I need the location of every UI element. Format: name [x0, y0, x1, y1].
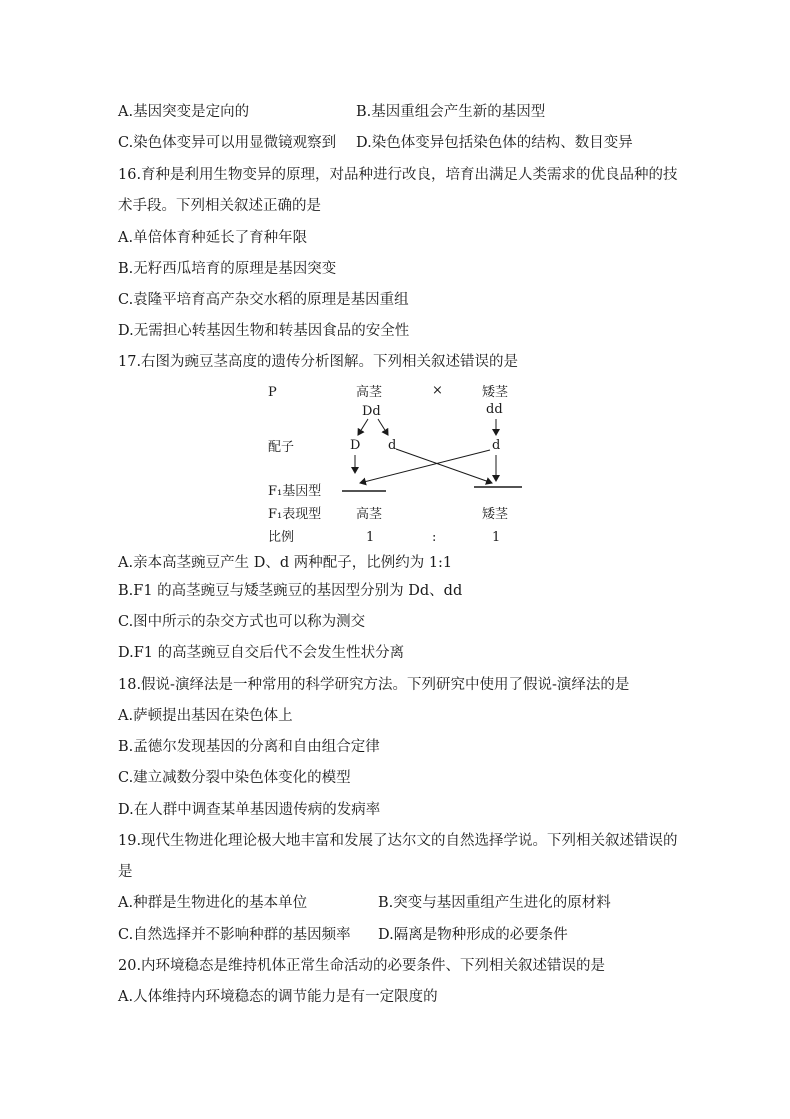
ratio-dwarf-value: 1 [492, 530, 501, 545]
q18-option-b: B.孟德尔发现基因的分离和自由组合定律 [118, 739, 380, 755]
q17-option-d: D.F1 的高茎豌豆自交后代不会发生性状分离 [118, 645, 405, 661]
q19-option-c: C.自然选择并不影响种群的基因频率 [118, 927, 351, 943]
gamete-D: D [350, 438, 361, 453]
arrow-tall-to-D [358, 419, 368, 435]
gamete-d-tall: d [388, 438, 397, 453]
f1-tall-phenotype: 高茎 [356, 507, 383, 522]
q15-option-d: D.染色体变异包括染色体的结构、数目变异 [356, 135, 633, 151]
line-dwarf-d-cross [360, 450, 490, 483]
q16-stem-line2: 术手段。下列相关叙述正确的是 [118, 198, 321, 214]
p-generation-label: P [268, 385, 277, 400]
q20-stem: 20.内环境稳态是维持机体正常生命活动的必要条件、下列相关叙述错误的是 [118, 958, 606, 974]
f1-genotype-label: F₁基因型 [268, 484, 322, 499]
parent-tall-label: 高茎 [356, 385, 383, 400]
ratio-label: 比例 [268, 530, 295, 545]
line-d-cross [396, 449, 492, 483]
q19-option-a: A.种群是生物进化的基本单位 [118, 895, 308, 911]
parent-tall-genotype: Dd [362, 404, 381, 419]
q16-option-c: C.袁隆平培育高产杂交水稻的原理是基因重组 [118, 292, 409, 308]
genetic-cross-diagram [260, 373, 540, 549]
q17-stem: 17.右图为豌豆茎高度的遗传分析图解。下列相关叙述错误的是 [118, 354, 519, 370]
q20-option-a: A.人体维持内环境稳态的调节能力是有一定限度的 [118, 989, 438, 1005]
q18-option-a: A.萨顿提出基因在染色体上 [118, 708, 293, 724]
q19-stem-line2: 是 [118, 864, 133, 880]
parent-dwarf-genotype: dd [486, 402, 503, 417]
q17-option-b: B.F1 的高茎豌豆与矮茎豌豆的基因型分别为 Dd、dd [118, 583, 463, 599]
f1-dwarf-phenotype: 矮茎 [482, 507, 509, 522]
q15-option-a: A.基因突变是定向的 [118, 104, 250, 120]
q19-option-d: D.隔离是物种形成的必要条件 [378, 927, 568, 943]
q15-option-c: C.染色体变异可以用显微镜观察到 [118, 135, 337, 151]
q18-option-d: D.在人群中调查某单基因遗传病的发病率 [118, 802, 381, 818]
q16-option-b: B.无籽西瓜培育的原理是基因突变 [118, 261, 337, 277]
q16-option-a: A.单倍体育种延长了育种年限 [118, 230, 308, 246]
q17-option-c: C.图中所示的杂交方式也可以称为测交 [118, 614, 366, 630]
ratio-tall-value: 1 [366, 530, 375, 545]
q15-option-b: B.基因重组会产生新的基因型 [356, 104, 546, 120]
q17-option-a: A.亲本高茎豌豆产生 D、d 两种配子，比例约为 1:1 [118, 555, 453, 571]
q16-option-d: D.无需担心转基因生物和转基因食品的安全性 [118, 323, 410, 339]
f1-phenotype-label: F₁表现型 [268, 507, 322, 522]
q18-option-c: C.建立减数分裂中染色体变化的模型 [118, 770, 351, 786]
q19-option-b: B.突变与基因重组产生进化的原材料 [378, 895, 611, 911]
cross-symbol: × [432, 383, 443, 398]
q19-stem-line1: 19.现代生物进化理论极大地丰富和发展了达尔文的自然选择学说。下列相关叙述错误的 [118, 833, 678, 849]
arrow-tall-to-d [378, 419, 388, 435]
q16-stem-line1: 16.育种是利用生物变异的原理，对品种进行改良，培育出满足人类需求的优良品种的技 [118, 167, 678, 183]
ratio-separator: : [432, 530, 437, 545]
gamete-d-dwarf: d [492, 438, 501, 453]
parent-dwarf-label: 矮茎 [482, 385, 509, 400]
gamete-row-label: 配子 [268, 440, 295, 455]
q18-stem: 18.假说-演绎法是一种常用的科学研究方法。下列研究中使用了假说-演绎法的是 [118, 677, 630, 693]
